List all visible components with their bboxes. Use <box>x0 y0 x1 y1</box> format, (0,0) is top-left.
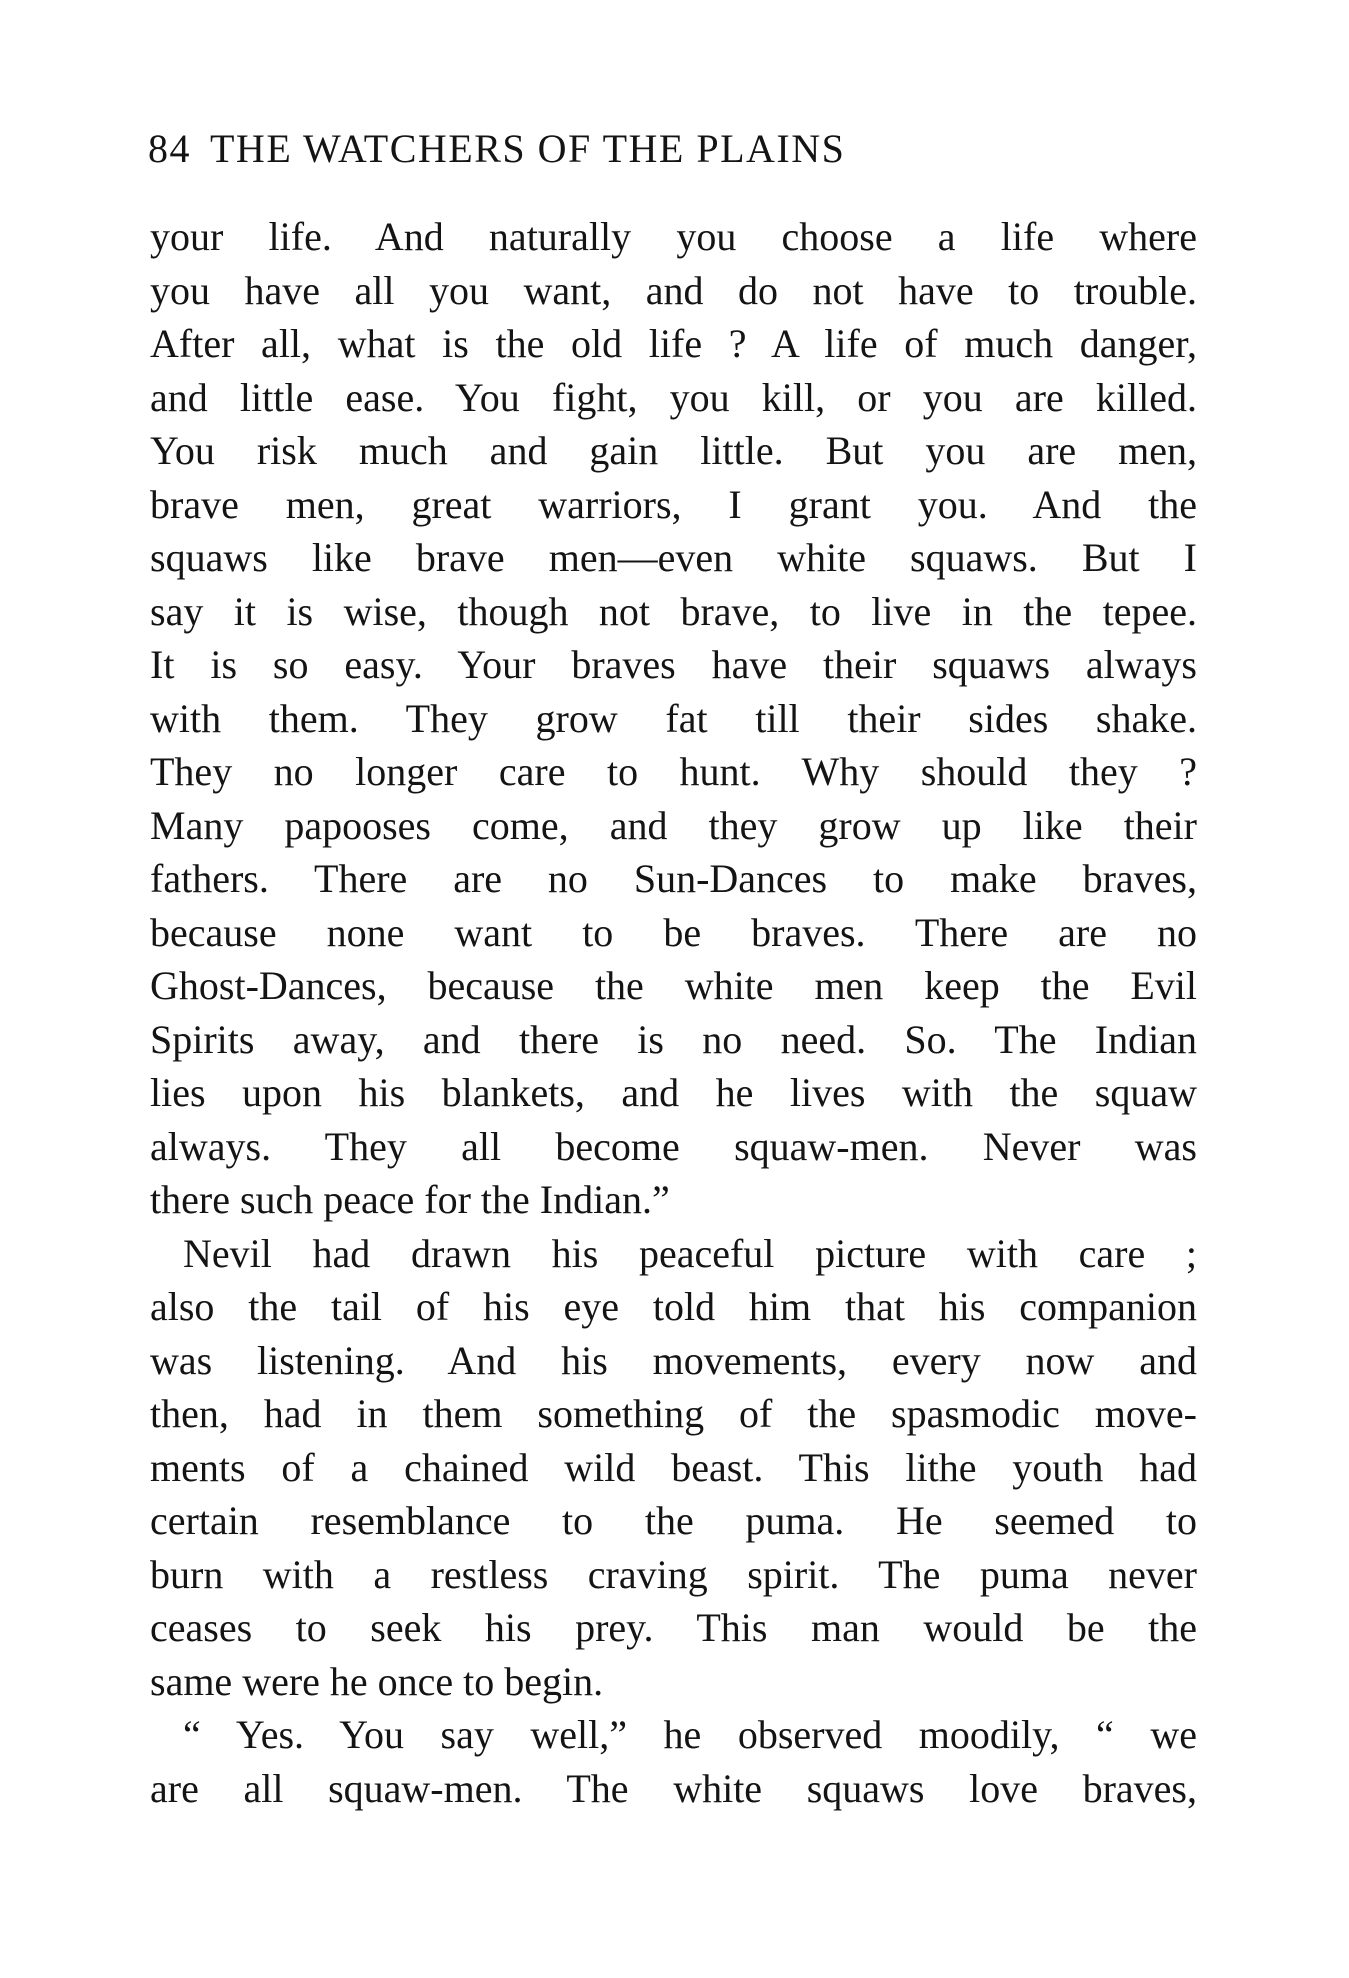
text-line: your life. And naturally you choose a life where <box>150 214 1197 259</box>
text-line: was listening. And his movements, every now and <box>150 1337 1197 1383</box>
text-line: because none want to be braves. There are no <box>150 909 1197 955</box>
text-line: fathers. There are no Sun-Dances to make braves, <box>150 856 1197 901</box>
text-line: You risk much and gain little. But you are men, <box>150 428 1197 473</box>
text-line: certain resemblance to the puma. He seemed to <box>150 1498 1197 1543</box>
text-line: you have all you want, and do not have to trouble. <box>150 267 1197 313</box>
text-line: brave men, great warriors, I grant you. And the <box>150 481 1197 527</box>
text-line: then, had in them something of the spasmodic move- <box>150 1391 1197 1436</box>
text-line: Many papooses come, and they grow up like their <box>150 802 1197 848</box>
text-line: They no longer care to hunt. Why should they ? <box>150 749 1197 794</box>
text-line: ments of a chained wild beast. This lithe youth had <box>150 1444 1197 1490</box>
text-line: there such peace for the Indian.” <box>150 1177 670 1222</box>
text-line: also the tail of his eye told him that his companion <box>150 1284 1197 1329</box>
text-line: and little ease. You fight, you kill, or you are killed. <box>150 374 1197 420</box>
text-line: It is so easy. Your braves have their squaws always <box>150 642 1197 687</box>
body-text <box>150 210 1197 1815</box>
text-line: with them. They grow fat till their sides shake. <box>150 695 1197 741</box>
text-line: Spirits away, and there is no need. So. The Indian <box>150 1016 1197 1062</box>
text-line: are all squaw-men. The white squaws love braves, <box>150 1765 1197 1811</box>
text-line: Ghost-Dances, because the white men keep the Evil <box>150 963 1197 1008</box>
page-number: 84 <box>148 126 191 171</box>
running-head <box>148 124 1073 174</box>
text-line: same were he once to begin. <box>150 1658 604 1704</box>
text-line: After all, what is the old life ? A life of much danger, <box>150 321 1197 366</box>
text-line: always. They all become squaw-men. Never was <box>150 1123 1197 1169</box>
book-title: THE WATCHERS OF THE PLAINS <box>210 126 846 171</box>
text-line: lies upon his blankets, and he lives with the squaw <box>150 1070 1197 1115</box>
text-line: Nevil had drawn his peaceful picture with care ; <box>183 1230 1197 1276</box>
text-line: burn with a restless craving spirit. The puma never <box>150 1551 1197 1597</box>
text-line: squaws like brave men—even white squaws. But I <box>150 535 1197 580</box>
text-line: “ Yes. You say well,” he observed moodily, “ we <box>183 1712 1197 1757</box>
text-line: ceases to seek his prey. This man would be the <box>150 1605 1197 1650</box>
text-line: say it is wise, though not brave, to live in the tepee. <box>150 588 1197 634</box>
